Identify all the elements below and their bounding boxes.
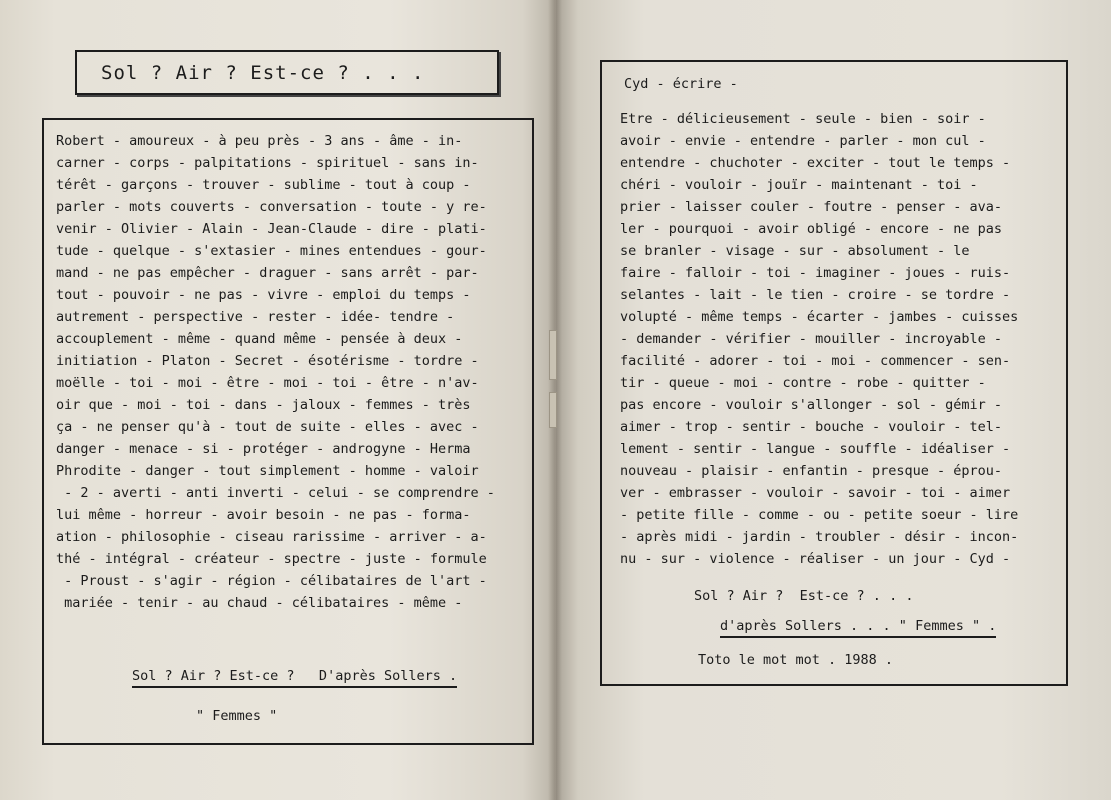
poem-line: danger - menace - si - protéger - androgyne - Herma (56, 441, 471, 457)
poem-line: tude - quelque - s'extasier - mines entendues - gour- (56, 243, 487, 259)
poem-line: nouveau - plaisir - enfantin - presque - éprou- (620, 463, 1003, 479)
poem-line: entendre - chuchoter - exciter - tout le temps - (620, 155, 1011, 171)
poem-line: initiation - Platon - Secret - ésotérisme - tordre - (56, 353, 479, 369)
staple-top (549, 330, 557, 380)
poem-line: avoir - envie - entendre - parler - mon cul - (620, 133, 986, 149)
poem-line: ation - philosophie - ciseau rarissime - arriver - a- (56, 529, 487, 545)
poem-line: - demander - vérifier - mouiller - incroyable - (620, 331, 1003, 347)
poem-line: faire - falloir - toi - imaginer - joues - ruis- (620, 265, 1011, 281)
poem-line: lement - sentir - langue - souffle - idéaliser - (620, 441, 1011, 457)
poem-line: tout - pouvoir - ne pas - vivre - emploi du temps - (56, 287, 471, 303)
poem-line: facilité - adorer - toi - moi - commencer - sen- (620, 353, 1011, 369)
poem-line: se branler - visage - sur - absolument - le (620, 243, 970, 259)
left-title: Sol ? Air ? Est-ce ? . . . (101, 61, 425, 84)
poem-line: chéri - vouloir - jouïr - maintenant - toi - (620, 177, 978, 193)
poem-line: tir - queue - moi - contre - robe - quitter - (620, 375, 986, 391)
poem-line: aimer - trop - sentir - bouche - vouloir - tel- (620, 419, 1003, 435)
right-closing: Sol ? Air ? Est-ce ? . . . (694, 588, 914, 604)
left-text-box (42, 118, 534, 745)
poem-line: parler - mots couverts - conversation - toute - y re- (56, 199, 487, 215)
staple-bottom (549, 392, 557, 428)
poem-line: mariée - tenir - au chaud - célibataires - même - (56, 595, 463, 611)
poem-line: selantes - lait - le tien - croire - se tordre - (620, 287, 1011, 303)
poem-line: volupté - même temps - écarter - jambes - cuisses (620, 309, 1019, 325)
left-signature: Sol ? Air ? Est-ce ? D'après Sollers . (132, 668, 457, 688)
right-heading: Cyd - écrire - (624, 76, 738, 92)
right-text-box (600, 60, 1068, 686)
right-attribution: d'après Sollers . . . " Femmes " . (720, 618, 996, 638)
poem-line: Etre - délicieusement - seule - bien - soir - (620, 111, 986, 127)
poem-line: pas encore - vouloir s'allonger - sol - gémir - (620, 397, 1003, 413)
poem-line: lui même - horreur - avoir besoin - ne pas - forma- (56, 507, 471, 523)
left-subtitle: " Femmes " (196, 708, 278, 724)
poem-line: ça - ne penser qu'à - tout de suite - elles - avec - (56, 419, 479, 435)
poem-line: Phrodite - danger - tout simplement - homme - valoir (56, 463, 479, 479)
poem-line: oir que - moi - toi - dans - jaloux - femmes - très (56, 397, 471, 413)
right-poem-lines (620, 108, 1018, 570)
poem-line: - après midi - jardin - troubler - désir - incon- (620, 529, 1019, 545)
poem-line: autrement - perspective - rester - idée- tendre - (56, 309, 455, 325)
poem-line: ver - embrasser - vouloir - savoir - toi - aimer (620, 485, 1011, 501)
poem-line: nu - sur - violence - réaliser - un jour - Cyd - (620, 551, 1011, 567)
poem-line: térêt - garçons - trouver - sublime - tout à coup - (56, 177, 471, 193)
left-poem-lines (56, 130, 495, 614)
right-signature: Toto le mot mot . 1988 . (698, 652, 894, 668)
poem-line: mand - ne pas empêcher - draguer - sans arrêt - par- (56, 265, 479, 281)
poem-line: venir - Olivier - Alain - Jean-Claude - dire - plati- (56, 221, 487, 237)
left-title-box (75, 50, 499, 95)
poem-line: ler - pourquoi - avoir obligé - encore - ne pas (620, 221, 1003, 237)
poem-line: carner - corps - palpitations - spirituel - sans in- (56, 155, 479, 171)
poem-line: accouplement - même - quand même - pensée à deux - (56, 331, 463, 347)
poem-line: Robert - amoureux - à peu près - 3 ans - âme - in- (56, 133, 463, 149)
poem-line: - petite fille - comme - ou - petite soeur - lire (620, 507, 1019, 523)
poem-line: - Proust - s'agir - région - célibataires de l'art - (56, 573, 487, 589)
poem-line: moëlle - toi - moi - être - moi - toi - être - n'av- (56, 375, 479, 391)
poem-line: thé - intégral - créateur - spectre - juste - formule (56, 551, 487, 567)
poem-line: - 2 - averti - anti inverti - celui - se comprendre - (56, 485, 495, 501)
poem-line: prier - laisser couler - foutre - penser - ava- (620, 199, 1003, 215)
